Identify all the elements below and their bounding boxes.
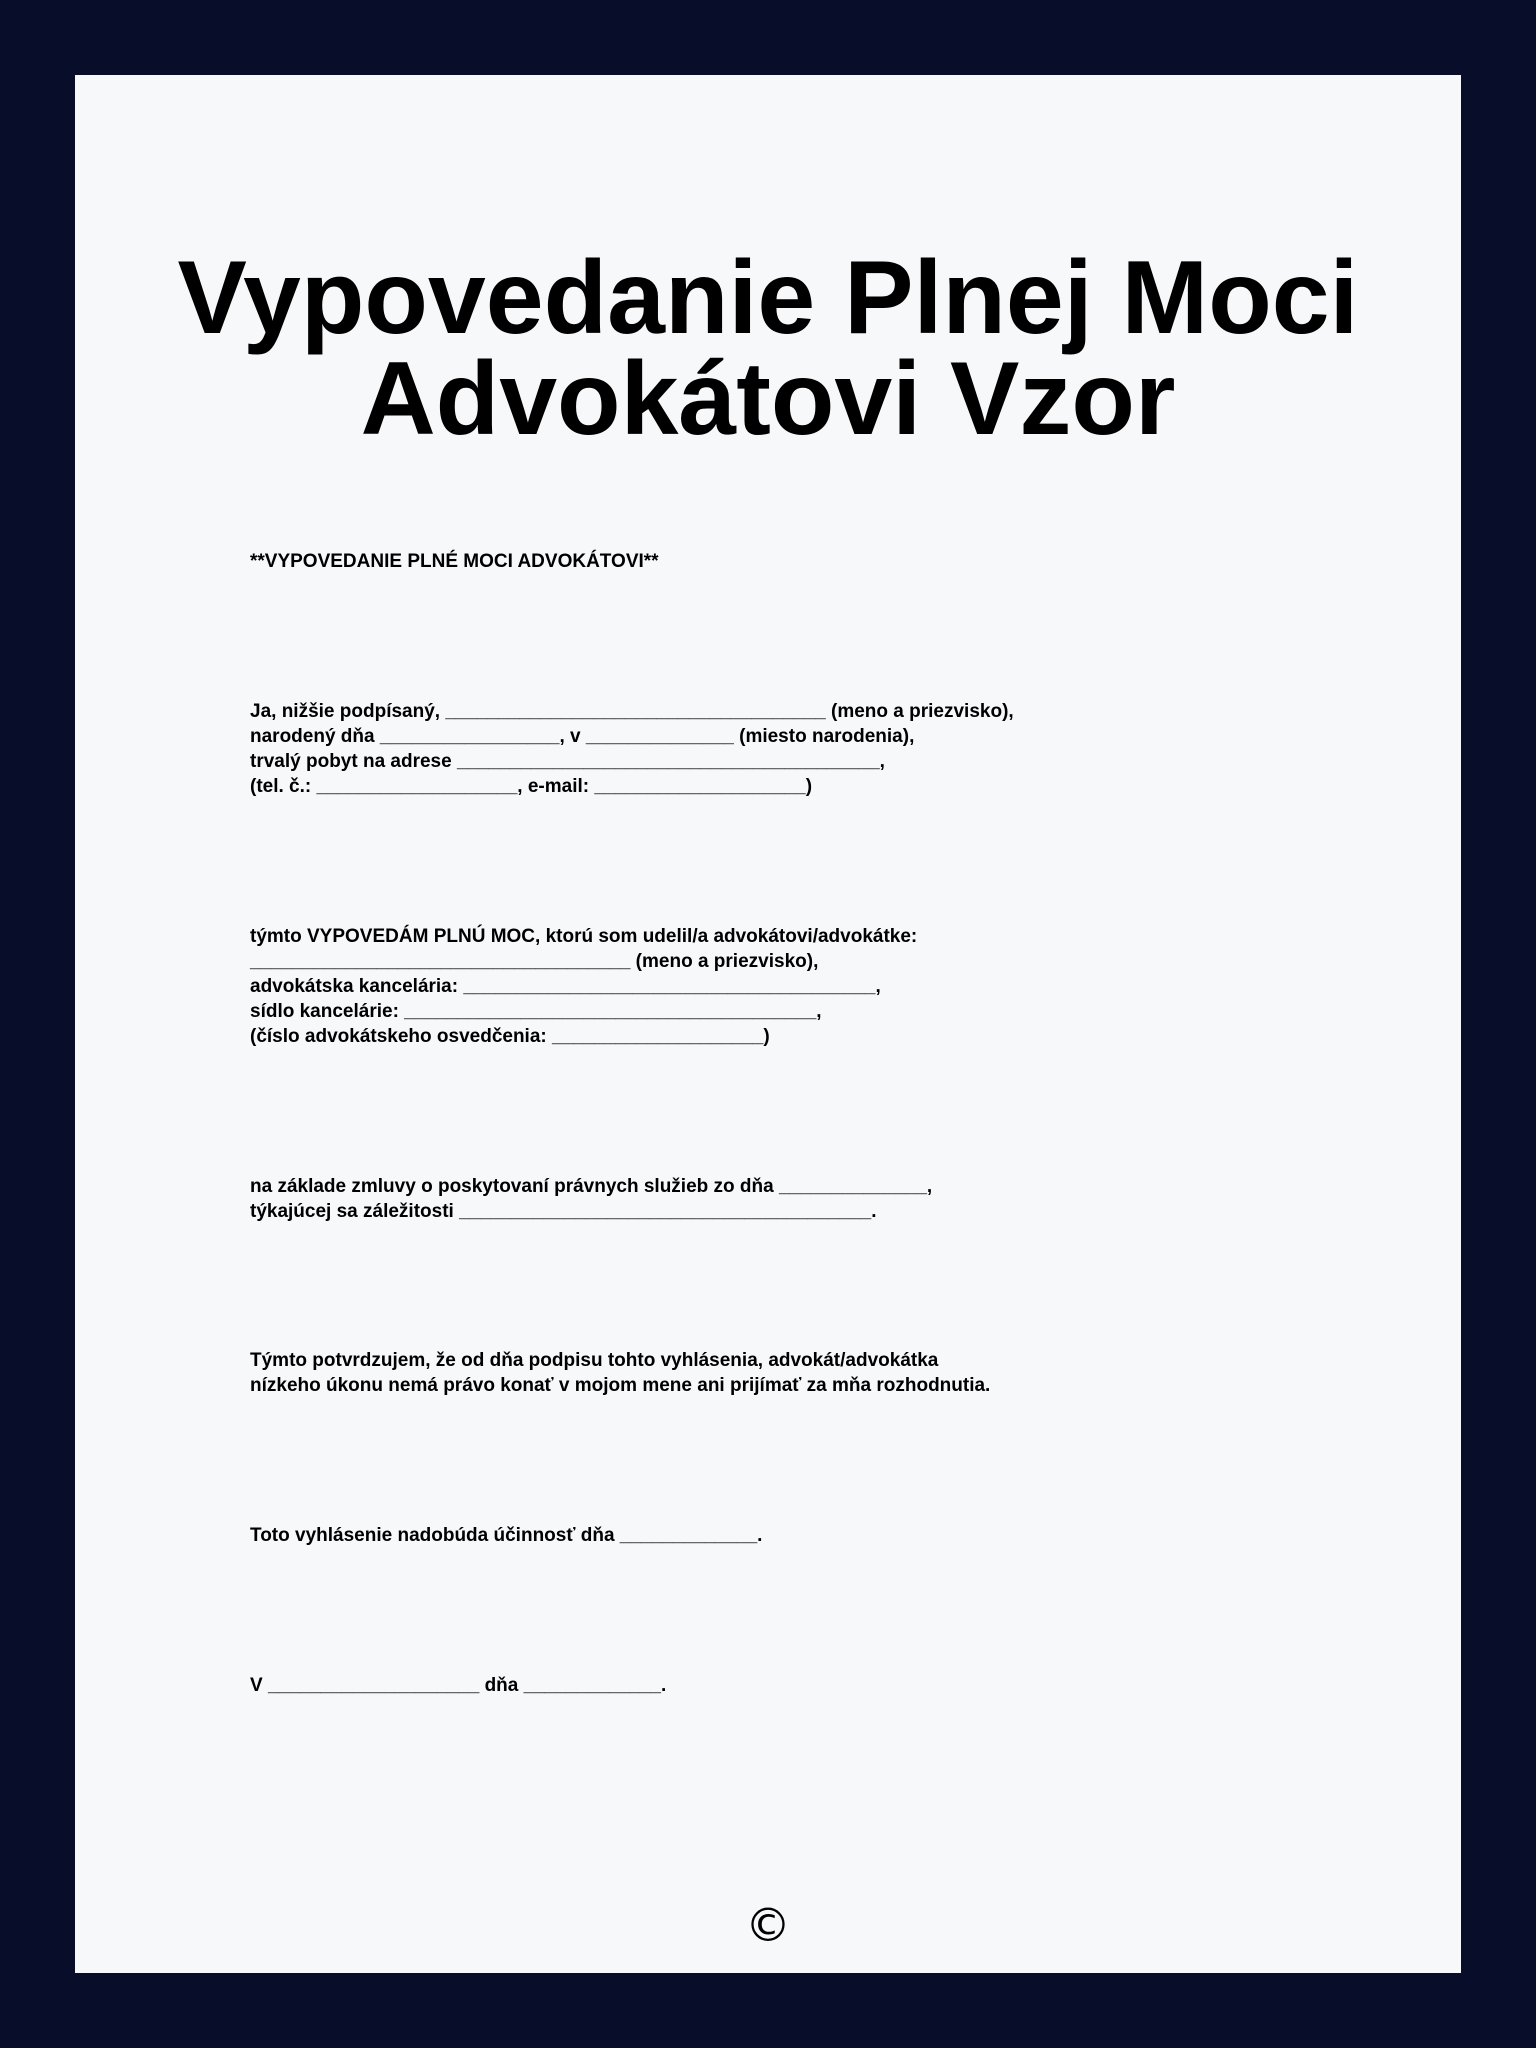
paragraph-personal-details bbox=[250, 699, 1350, 799]
paragraph-contract bbox=[250, 1174, 1350, 1224]
paragraph-line: týmto VYPOVEDÁM PLNÚ MOC, ktorú som udelil/a advokátovi/advokátke: bbox=[250, 926, 918, 947]
paragraph-line: narodený dňa _________________, v ______________ (miesto narodenia), bbox=[250, 726, 915, 747]
paragraph-line: nízkeho úkonu nemá právo konať v mojom mene ani prijímať za mňa rozhodnutia. bbox=[250, 1375, 991, 1396]
paragraph-line: na základe zmluvy o poskytovaní právnych služieb zo dňa ______________, bbox=[250, 1176, 933, 1197]
paragraph-line: (tel. č.: ___________________, e-mail: ____________________) bbox=[250, 776, 813, 797]
paragraph-line: Ja, nižšie podpísaný, ____________________________________ (meno a priezvisko), bbox=[250, 701, 1014, 722]
paragraph-line: týkajúcej sa záležitosti _______________________________________. bbox=[250, 1201, 877, 1222]
document-page bbox=[75, 75, 1461, 1973]
paragraph-line: ____________________________________ (meno a priezvisko), bbox=[250, 951, 819, 972]
paragraph-line: V ____________________ dňa _____________. bbox=[250, 1675, 667, 1696]
paragraph-line: trvalý pobyt na adrese ________________________________________, bbox=[250, 751, 885, 772]
heading-text: **VYPOVEDANIE PLNÉ MOCI ADVOKÁTOVI** bbox=[250, 551, 659, 572]
paragraph-line: Týmto potvrdzujem, že od dňa podpisu tohto vyhlásenia, advokát/advokátka bbox=[250, 1350, 939, 1371]
paragraph-confirmation bbox=[250, 1348, 1350, 1398]
document-title bbox=[75, 240, 1461, 457]
paragraph-line: (číslo advokátskeho osvedčenia: ____________________) bbox=[250, 1026, 770, 1047]
paragraph-line: advokátska kancelária: _______________________________________, bbox=[250, 976, 881, 997]
paragraph-line: sídlo kancelárie: _______________________________________, bbox=[250, 1001, 822, 1022]
copyright-icon: © bbox=[745, 1898, 791, 1952]
title-line-2: Advokátovi Vzor bbox=[360, 341, 1176, 457]
paragraph-line: Toto vyhlásenie nadobúda účinnosť dňa _____________. bbox=[250, 1525, 763, 1546]
paragraph-revocation bbox=[250, 924, 1350, 1049]
document-heading bbox=[250, 549, 1350, 574]
paragraph-place-date bbox=[250, 1673, 1350, 1698]
title-line-1: Vypovedanie Plnej Moci bbox=[177, 240, 1359, 356]
paragraph-effective-date bbox=[250, 1523, 1350, 1548]
